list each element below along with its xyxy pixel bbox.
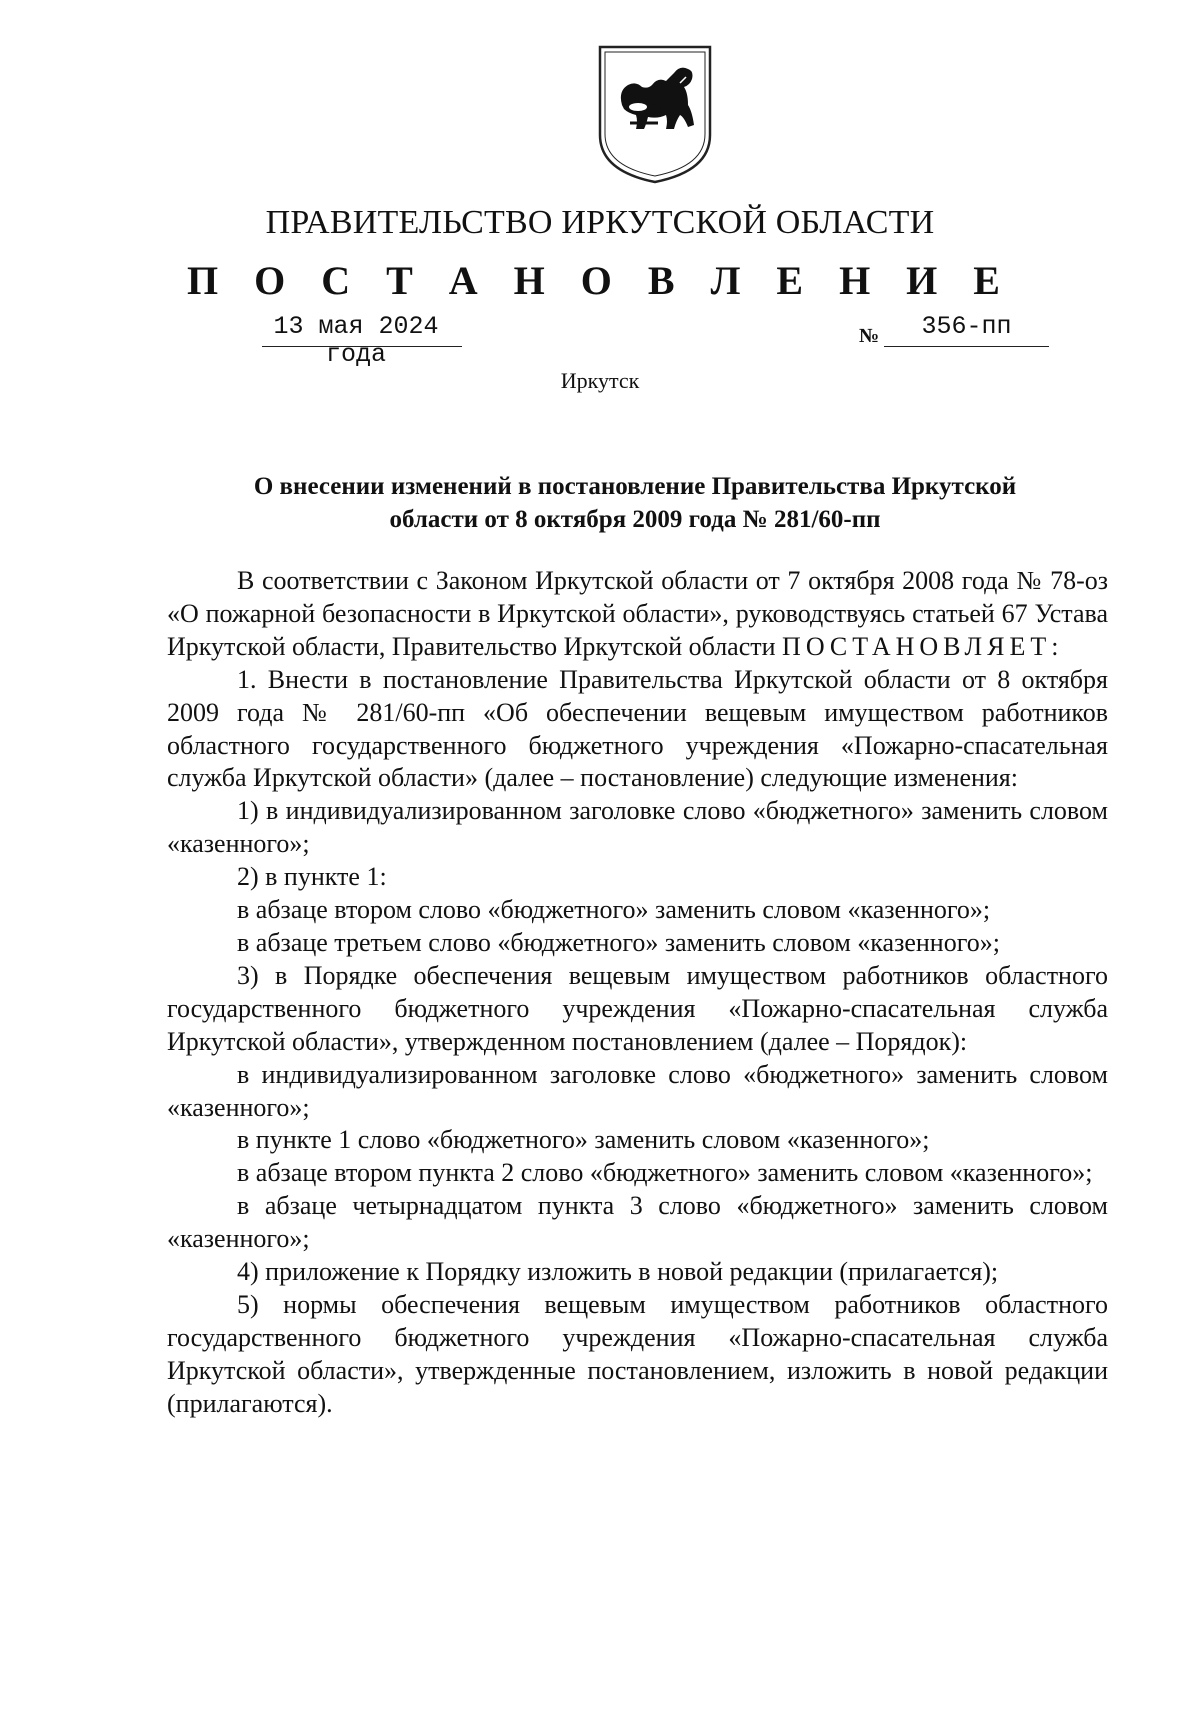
date-underline [262,346,462,347]
item-1-3-b-paragraph: в пункте 1 слово «бюджетного» заменить словом «казенного»; [237,1125,930,1155]
item-1-5-paragraph: 5) нормы обеспечения вещевым имуществом работников областного государственного бюджетного учреждения «Пожарно-спасательная служба Иркутской области», утвержденные постановлением, изложить в новой редакции (прилагаются). [167,1289,1108,1418]
item-1-3-d-paragraph: в абзаце четырнадцатом пункта 3 слово «бюджетного» заменить словом «казенного»; [167,1191,1108,1254]
item-1-2-a-paragraph: в абзаце втором слово «бюджетного» заменить словом «казенного»; [237,895,991,925]
number-underline [884,346,1049,347]
document-number: 356-пп [921,312,1012,341]
intro-text: В соответствии с Законом Иркутской области от 7 октября 2008 года № 78-оз «О пожарной безопасности в Иркутской области», руководствуясь статьей 67 Устава Иркутской области, Правительство Иркутской области [167,566,1108,661]
decree-word: ПОСТАНОВЛЯЕТ: [782,631,1064,661]
government-name: ПРАВИТЕЛЬСТВО ИРКУТСКОЙ ОБЛАСТИ [265,204,935,241]
intro-paragraph [167,565,1108,664]
item-1-2-b-paragraph: в абзаце третьем слово «бюджетного» заменить словом «казенного»; [237,927,1000,957]
item-1-3-c-paragraph: в абзаце втором пункта 2 слово «бюджетного» заменить словом «казенного»; [237,1158,1093,1188]
subject-line-2: области от 8 октября 2009 года № 281/60-пп [389,506,881,533]
city-name: Иркутск [560,368,640,393]
item-1-paragraph: 1. Внести в постановление Правительства Иркутской области от 8 октября 2009 года № 281/60-пп «Об обеспечении вещевым имуществом работников областного государственного бюджетного учреждения «Пожарно-спасательная служба Иркутской области» (далее – постановление) следующие изменения: [167,664,1108,793]
document-body [167,565,1108,1421]
document-date: 13 мая 2024 года [273,312,439,369]
coat-of-arms-icon [596,43,714,185]
item-1-4-paragraph: 4) приложение к Порядку изложить в новой редакции (прилагается); [237,1257,999,1287]
number-sign: № [859,325,880,347]
item-1-2-paragraph: 2) в пункте 1: [237,862,387,892]
item-1-1-paragraph: 1) в индивидуализированном заголовке слово «бюджетного» заменить словом «казенного»; [167,796,1108,859]
document-type: П О С Т А Н О В Л Е Н И Е [187,258,1013,303]
item-1-3-a-paragraph: в индивидуализированном заголовке слово «бюджетного» заменить словом «казенного»; [167,1059,1108,1122]
document-subject [190,470,1080,536]
subject-line-1: О внесении изменений в постановление Правительства Иркутской [253,473,1017,500]
item-1-3-paragraph: 3) в Порядке обеспечения вещевым имуществом работников областного государственного бюджетного учреждения «Пожарно-спасательная служба Иркутской области», утвержденном постановлением (далее – Порядок): [167,960,1108,1056]
